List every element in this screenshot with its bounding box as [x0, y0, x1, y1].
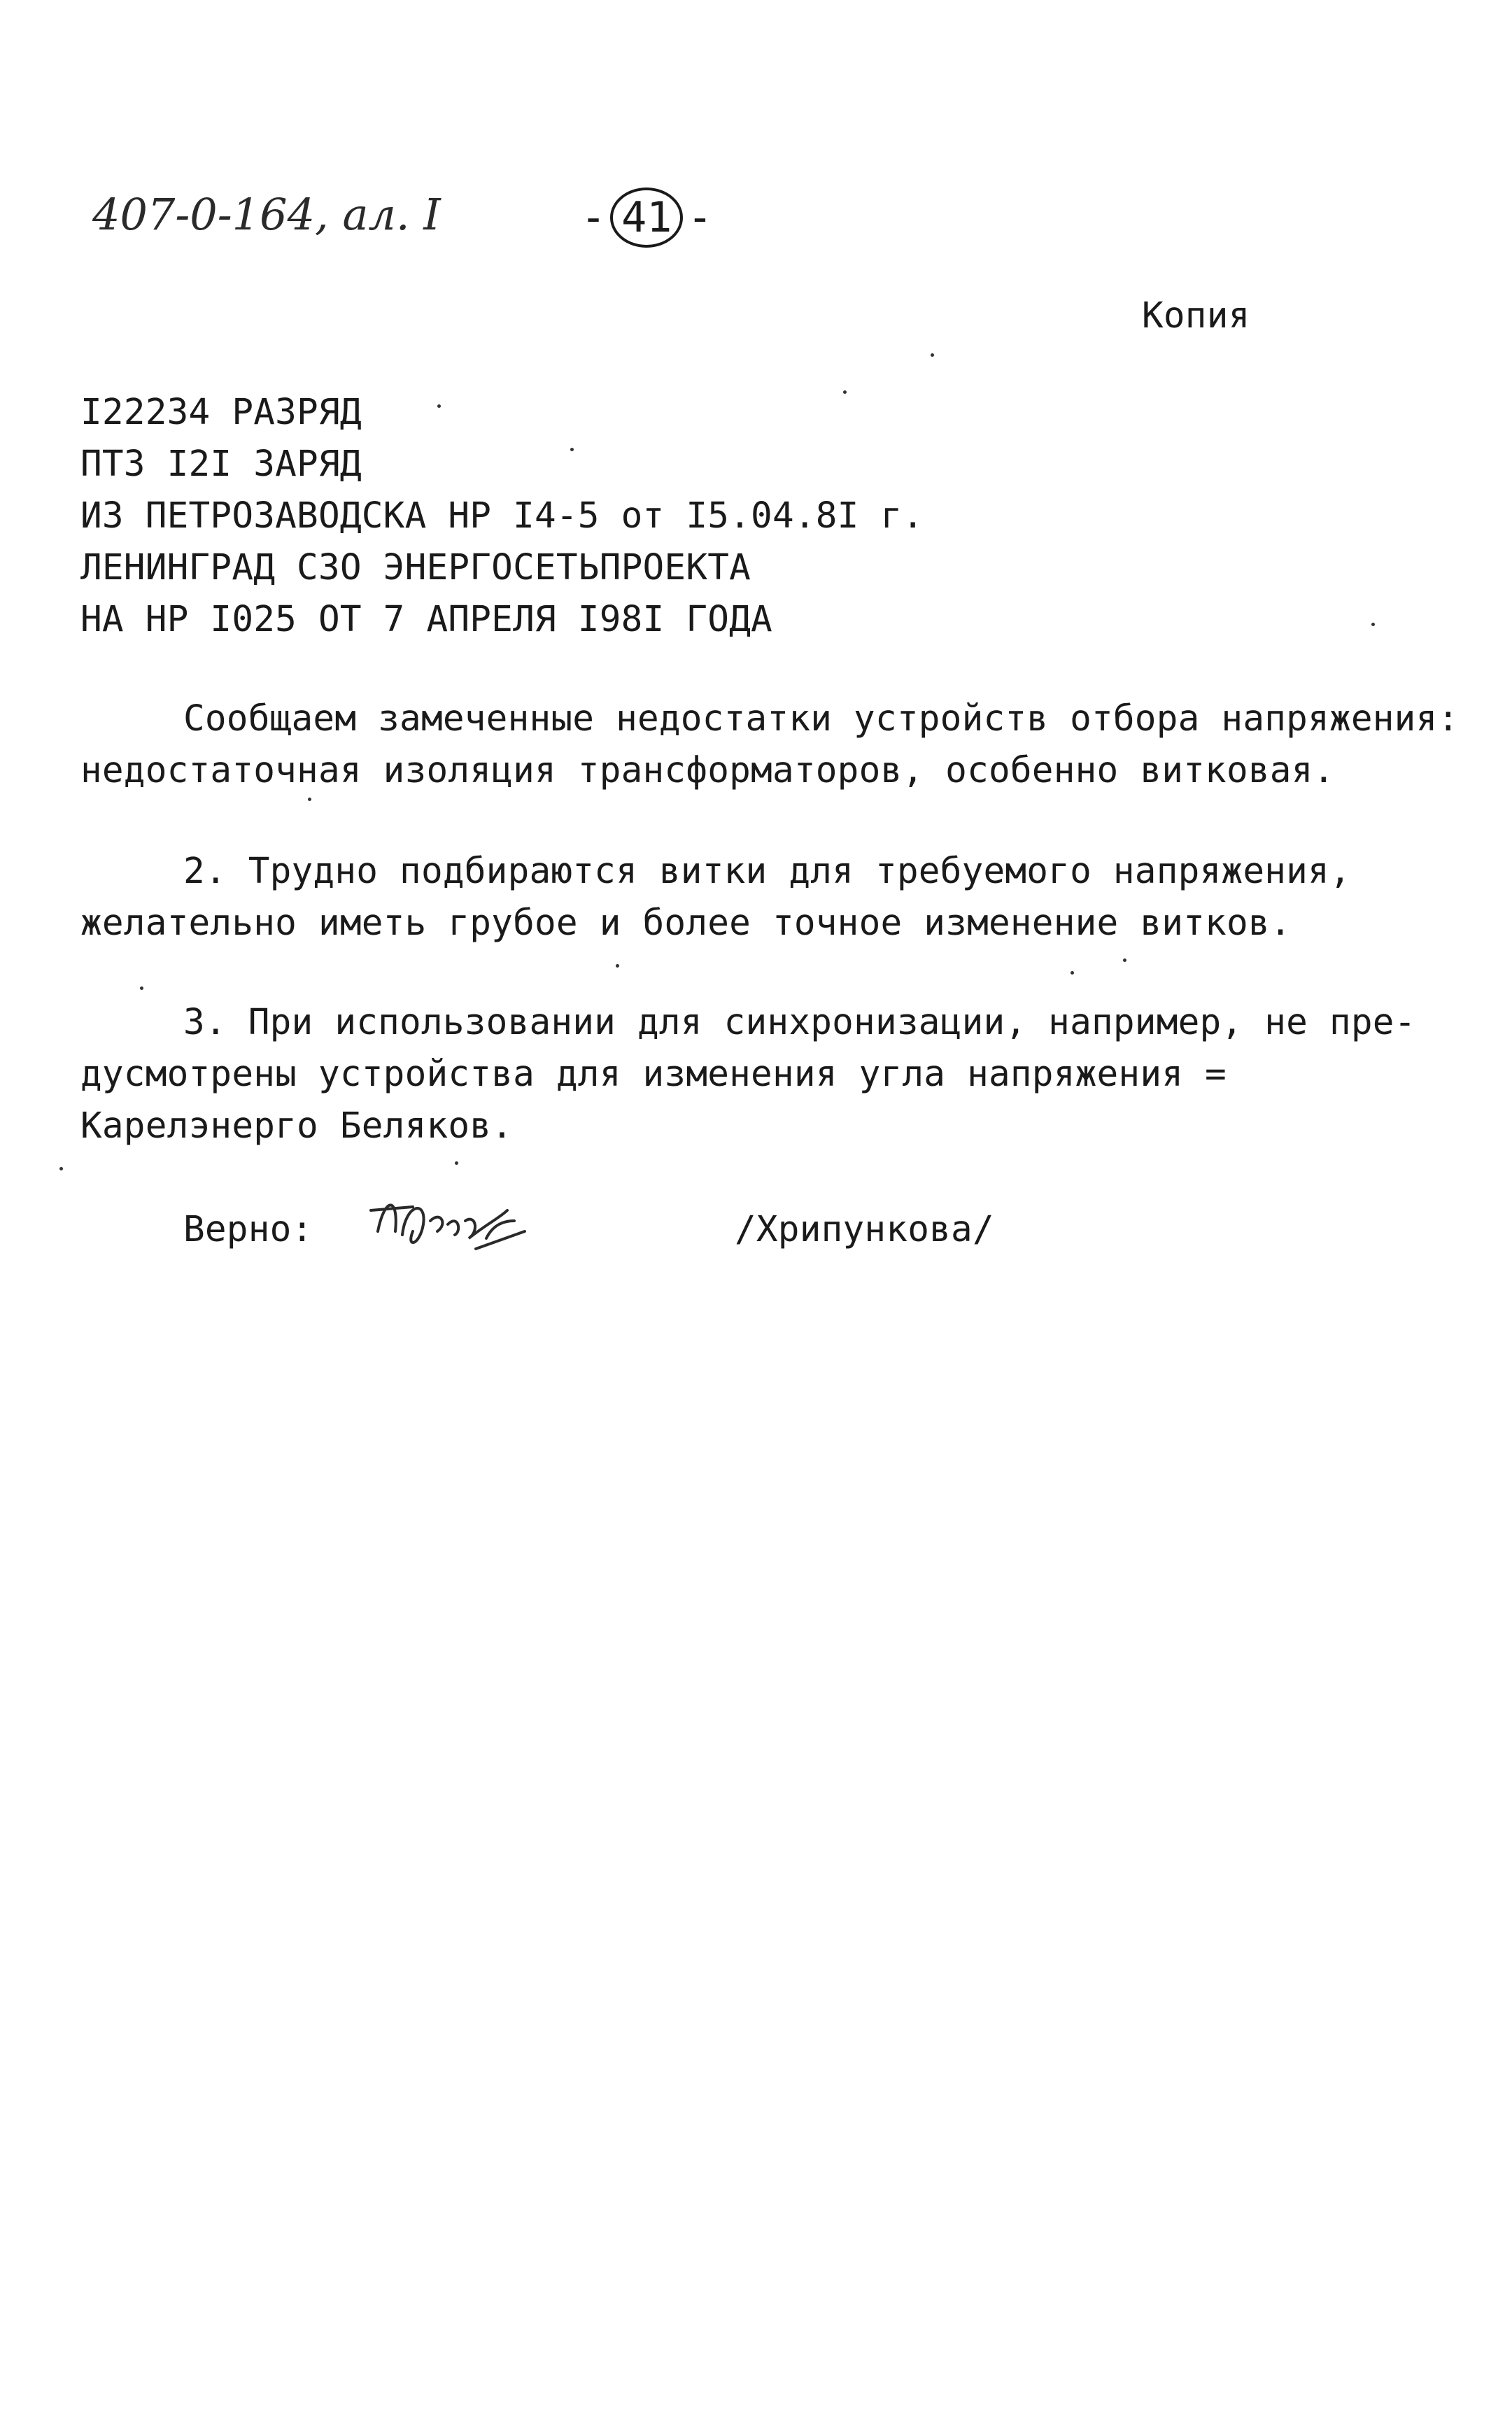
body-line: 2. Трудно подбираются витки для требуемого напряжения, — [183, 851, 1351, 892]
page-number-circle — [610, 187, 683, 248]
telegram-line: ИЗ ПЕТРОЗАВОДСКА НР I4-5 от I5.04.8I г. — [80, 495, 924, 537]
body-line: недостаточная изоляция трансформаторов, особенно витковая. — [80, 750, 1335, 791]
signer-name: /Хрипункова/ — [735, 1209, 994, 1250]
body-line: желательно иметь грубое и более точное изменение витков. — [80, 903, 1292, 944]
page-number-value: 41 — [621, 193, 672, 242]
page-number-dash-left: - — [581, 193, 607, 242]
body-line: Сообщаем замеченные недостатки устройств отбора напряжения: — [183, 698, 1460, 740]
copy-label: Копия — [1142, 295, 1250, 337]
page-number-dash-right: - — [687, 193, 713, 242]
scan-speck — [455, 1161, 458, 1165]
scan-speck — [437, 404, 441, 408]
handwritten-signature — [364, 1182, 546, 1266]
scan-speck — [931, 353, 934, 357]
doc-code-handwritten: 407-0-164, ал. I — [92, 189, 441, 240]
scan-speck — [1071, 971, 1074, 975]
scan-speck — [140, 986, 143, 990]
scan-speck — [616, 964, 619, 968]
telegram-line: I22234 РАЗРЯД — [80, 392, 362, 433]
scan-speck — [308, 798, 311, 801]
scan-speck — [1123, 958, 1126, 962]
telegram-line: ЛЕНИНГРАД СЗО ЭНЕРГОСЕТЬПРОЕКТА — [80, 547, 751, 588]
page-number — [581, 187, 713, 248]
scan-speck — [1371, 623, 1375, 626]
telegram-line: НА НР I025 ОТ 7 АПРЕЛЯ I98I ГОДА — [80, 599, 772, 640]
body-line: Карелэнерго Беляков. — [80, 1105, 514, 1147]
verified-label: Верно: — [183, 1209, 313, 1250]
scan-speck — [843, 390, 847, 394]
body-line: 3. При использовании для синхронизации, например, не пре- — [183, 1002, 1416, 1043]
telegram-line: ПТЗ I2I ЗАРЯД — [80, 444, 362, 485]
scan-speck — [59, 1167, 63, 1170]
scan-speck — [570, 448, 574, 451]
body-line: дусмотрены устройства для изменения угла напряжения = — [80, 1054, 1227, 1095]
